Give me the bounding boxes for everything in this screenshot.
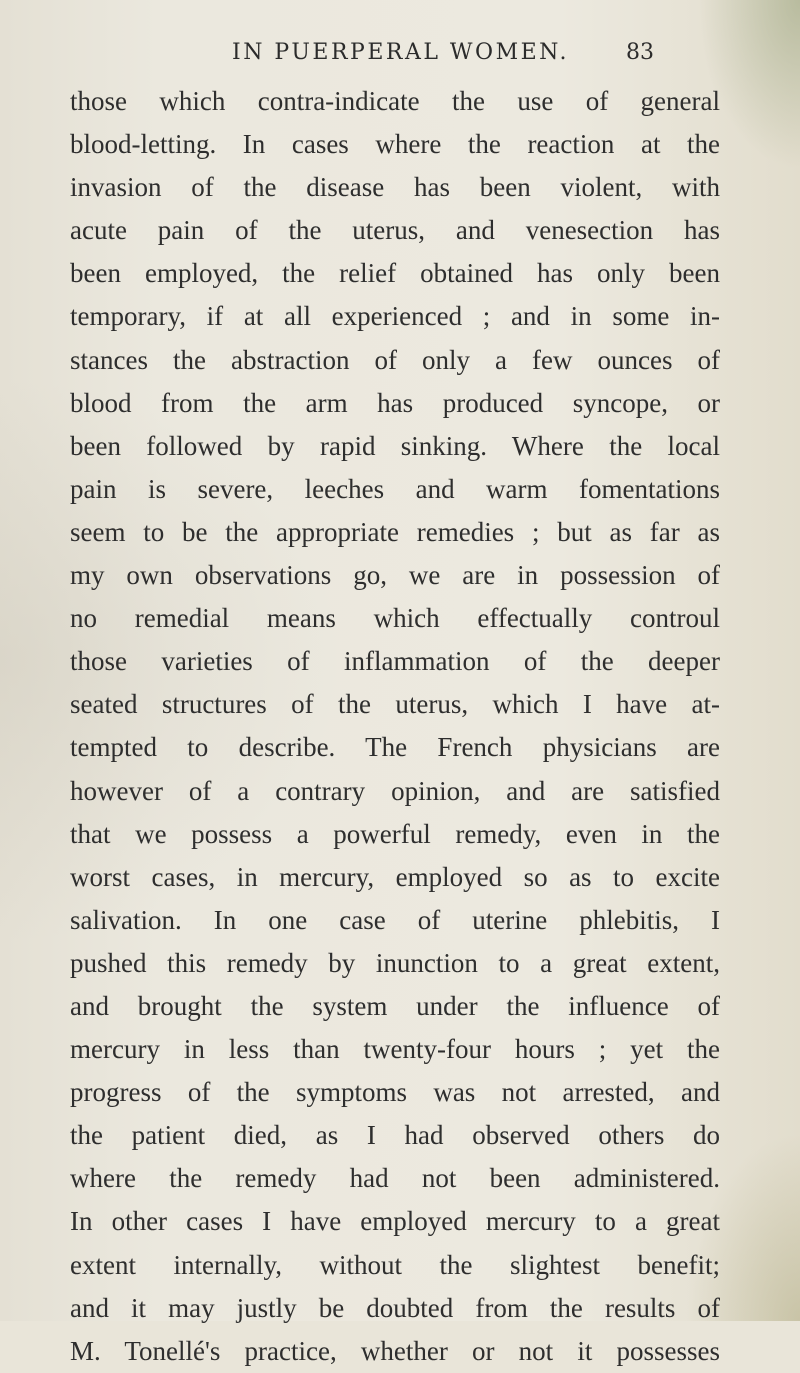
- text-line: blood from the arm has produced syncope, or: [70, 387, 720, 418]
- text-line: worst cases, in mercury, employed so as to excite: [70, 861, 720, 892]
- text-line: and it may justly be doubted from the results of: [70, 1292, 720, 1323]
- text-line: seated structures of the uterus, which I have at-: [70, 689, 720, 720]
- text-line: where the remedy had not been administered.: [70, 1163, 720, 1194]
- text-line: been employed, the relief obtained has only been: [70, 258, 720, 289]
- text-line: the patient died, as I had observed others do: [70, 1120, 720, 1151]
- text-line: tempted to describe. The French physicians are: [70, 732, 720, 763]
- text-line: temporary, if at all experienced ; and in some in-: [70, 301, 720, 332]
- running-title: IN PUERPERAL WOMEN.: [232, 40, 570, 65]
- text-line: been followed by rapid sinking. Where the local: [70, 430, 720, 461]
- text-line: mercury in less than twenty-four hours ; yet the: [70, 1034, 720, 1065]
- text-line: acute pain of the uterus, and venesection has: [70, 215, 720, 246]
- running-head: [0, 40, 800, 80]
- text-line: my own observations go, we are in possession of: [70, 560, 720, 591]
- body-text: [70, 80, 720, 1373]
- text-line: pushed this remedy by inunction to a great extent,: [70, 947, 720, 978]
- text-line: however of a contrary opinion, and are satisfied: [70, 775, 720, 806]
- text-line: those which contra-indicate the use of general: [70, 86, 720, 116]
- text-line: and brought the system under the influence of: [70, 990, 720, 1021]
- text-line: pain is severe, leeches and warm fomentations: [70, 473, 720, 504]
- text-line: invasion of the disease has been violent, with: [70, 172, 720, 203]
- text-line: those varieties of inflammation of the deeper: [70, 646, 720, 677]
- text-line: In other cases I have employed mercury to a great: [70, 1206, 720, 1237]
- text-line: stances the abstraction of only a few ounces of: [70, 344, 720, 375]
- text-line: salivation. In one case of uterine phlebitis, I: [70, 904, 720, 935]
- text-line: no remedial means which effectually controul: [70, 603, 720, 634]
- page-number: 83: [626, 40, 654, 65]
- text-line: seem to be the appropriate remedies ; but as far as: [70, 516, 720, 547]
- text-line: progress of the symptoms was not arrested, and: [70, 1077, 720, 1108]
- text-line: extent internally, without the slightest benefit;: [70, 1249, 720, 1280]
- text-line: M. Tonellé's practice, whether or not it possesses: [70, 1335, 720, 1366]
- text-line: that we possess a powerful remedy, even in the: [70, 818, 720, 849]
- text-line: blood-letting. In cases where the reaction at the: [70, 129, 720, 160]
